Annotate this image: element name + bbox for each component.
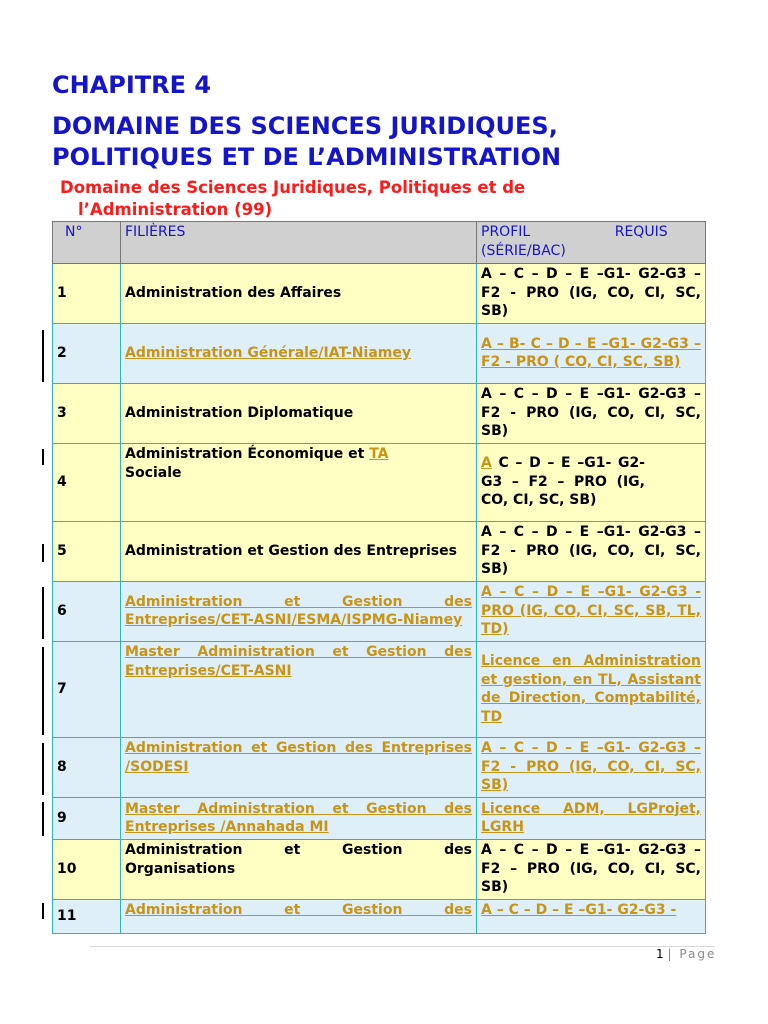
filieres-table <box>52 221 706 934</box>
table-row <box>53 642 706 738</box>
domain-subtitle-line2: l’Administration (99) <box>78 200 273 219</box>
page-number: 1 <box>656 947 664 961</box>
table-row <box>53 384 706 444</box>
revision-bar <box>42 903 44 919</box>
row-filiere-link[interactable] <box>121 582 477 642</box>
filiere-link[interactable]: Administration et Gestion des <box>125 902 472 918</box>
revision-bar <box>42 587 44 639</box>
filiere-link[interactable]: Administration et Gestion des Entreprises/CET-ASNI/ESMA/ISPMG-Niamey <box>125 593 472 628</box>
row-profil: A – C – D – E –G1- G2-G3 – F2 - PRO (IG, CO, CI, SC, SB) <box>477 522 706 582</box>
row-filiere-link[interactable] <box>121 642 477 738</box>
row-profil-link[interactable] <box>477 582 706 642</box>
header-filieres: FILIÈRES <box>121 222 477 264</box>
filiere-link[interactable]: TA <box>369 446 389 462</box>
row-num: 11 <box>53 900 121 934</box>
header-profil: PROFIL REQUIS (SÉRIE/BAC) <box>477 222 706 264</box>
filiere-link[interactable]: Master Administration et Gestion des Entreprises /Annahada MI <box>125 800 472 835</box>
row-filiere: Administration et Gestion des Entreprises <box>121 522 477 582</box>
table-row <box>53 738 706 798</box>
filiere-text: Administration Économique et <box>125 446 365 462</box>
row-profil-link[interactable] <box>477 738 706 798</box>
row-num: 8 <box>53 738 121 798</box>
table-row <box>53 840 706 900</box>
filiere-text-end: Sociale <box>125 464 182 481</box>
domain-title-line1: DOMAINE DES SCIENCES JURIDIQUES, <box>52 112 558 140</box>
filiere-link[interactable]: Master Administration et Gestion des Entreprises/CET-ASNI <box>125 644 472 679</box>
row-num: 3 <box>53 384 121 444</box>
row-filiere-link[interactable] <box>121 798 477 840</box>
table-row <box>53 324 706 384</box>
table-row <box>53 522 706 582</box>
row-filiere: Administration et Gestion des Organisations <box>121 840 477 900</box>
table-row <box>53 444 706 522</box>
row-num: 5 <box>53 522 121 582</box>
filiere-link[interactable]: Administration et Gestion des Entreprises /SODESI <box>125 740 472 775</box>
page-footer <box>656 947 716 961</box>
row-num: 9 <box>53 798 121 840</box>
row-num: 7 <box>53 642 121 738</box>
domain-subtitle-line1: Domaine des Sciences Juridiques, Politiques et de <box>60 178 526 197</box>
domain-title-line2: POLITIQUES ET DE L’ADMINISTRATION <box>52 143 562 171</box>
row-filiere-link[interactable] <box>121 900 477 934</box>
profil-text: C – D – E –G1- G2-G3 – F2 – PRO (IG, CO, CI, SC, SB) <box>481 455 645 509</box>
profil-link[interactable]: A – C – D – E –G1- G2-G3 - PRO (IG, CO, CI, SC, SB, TL, TD) <box>481 584 701 638</box>
revision-bar <box>42 330 44 382</box>
table-row <box>53 798 706 840</box>
row-filiere-link[interactable] <box>121 324 477 384</box>
table-header-row <box>53 222 706 264</box>
row-filiere-link[interactable] <box>121 738 477 798</box>
row-profil-link[interactable] <box>477 642 706 738</box>
chapter-heading: CHAPITRE 4 <box>52 71 212 99</box>
row-profil-link[interactable] <box>477 324 706 384</box>
table-row <box>53 582 706 642</box>
row-profil: A – C – D – E –G1- G2-G3 – F2 – PRO (IG, CO, CI, SC, SB) <box>477 840 706 900</box>
row-profil-link[interactable] <box>477 900 706 934</box>
row-profil: A – C – D – E –G1- G2-G3 – F2 - PRO (IG, CO, CI, SC, SB) <box>477 264 706 324</box>
revision-bar <box>42 647 44 735</box>
revision-bar <box>42 743 44 795</box>
revision-bar <box>42 802 44 836</box>
filiere-link[interactable]: Administration Générale/IAT-Niamey <box>125 344 411 361</box>
row-num: 4 <box>53 444 121 522</box>
profil-link[interactable]: Licence ADM, LGProjet, LGRH <box>481 800 701 835</box>
row-num: 1 <box>53 264 121 324</box>
footer-divider <box>90 946 715 947</box>
row-profil-link[interactable] <box>477 798 706 840</box>
row-profil: A – C – D – E –G1- G2-G3 – F2 - PRO (IG, CO, CI, SC, SB) <box>477 384 706 444</box>
row-filiere: Administration des Affaires <box>121 264 477 324</box>
profil-link[interactable]: A – C – D – E –G1- G2-G3 - <box>481 902 677 918</box>
row-num: 6 <box>53 582 121 642</box>
table-row <box>53 264 706 324</box>
revision-bar <box>42 449 44 465</box>
page-label: | Page <box>667 947 717 961</box>
header-num: N° <box>53 222 121 264</box>
revision-bar <box>42 544 44 562</box>
profil-link[interactable]: A <box>481 455 492 472</box>
profil-link[interactable]: A – B- C – D – E –G1- G2-G3 – F2 - PRO ( CO, CI, SC, SB) <box>481 335 701 370</box>
row-profil <box>477 444 706 522</box>
table-row <box>53 900 706 934</box>
row-filiere: Administration Diplomatique <box>121 384 477 444</box>
row-num: 2 <box>53 324 121 384</box>
profil-link[interactable]: A – C – D – E –G1- G2-G3 – F2 - PRO (IG, CO, CI, SC, SB) <box>481 740 701 794</box>
profil-link[interactable]: Licence en Administration et gestion, en TL, Assistant de Direction, Comptabilité, TD <box>481 653 701 725</box>
row-filiere <box>121 444 477 522</box>
row-num: 10 <box>53 840 121 900</box>
